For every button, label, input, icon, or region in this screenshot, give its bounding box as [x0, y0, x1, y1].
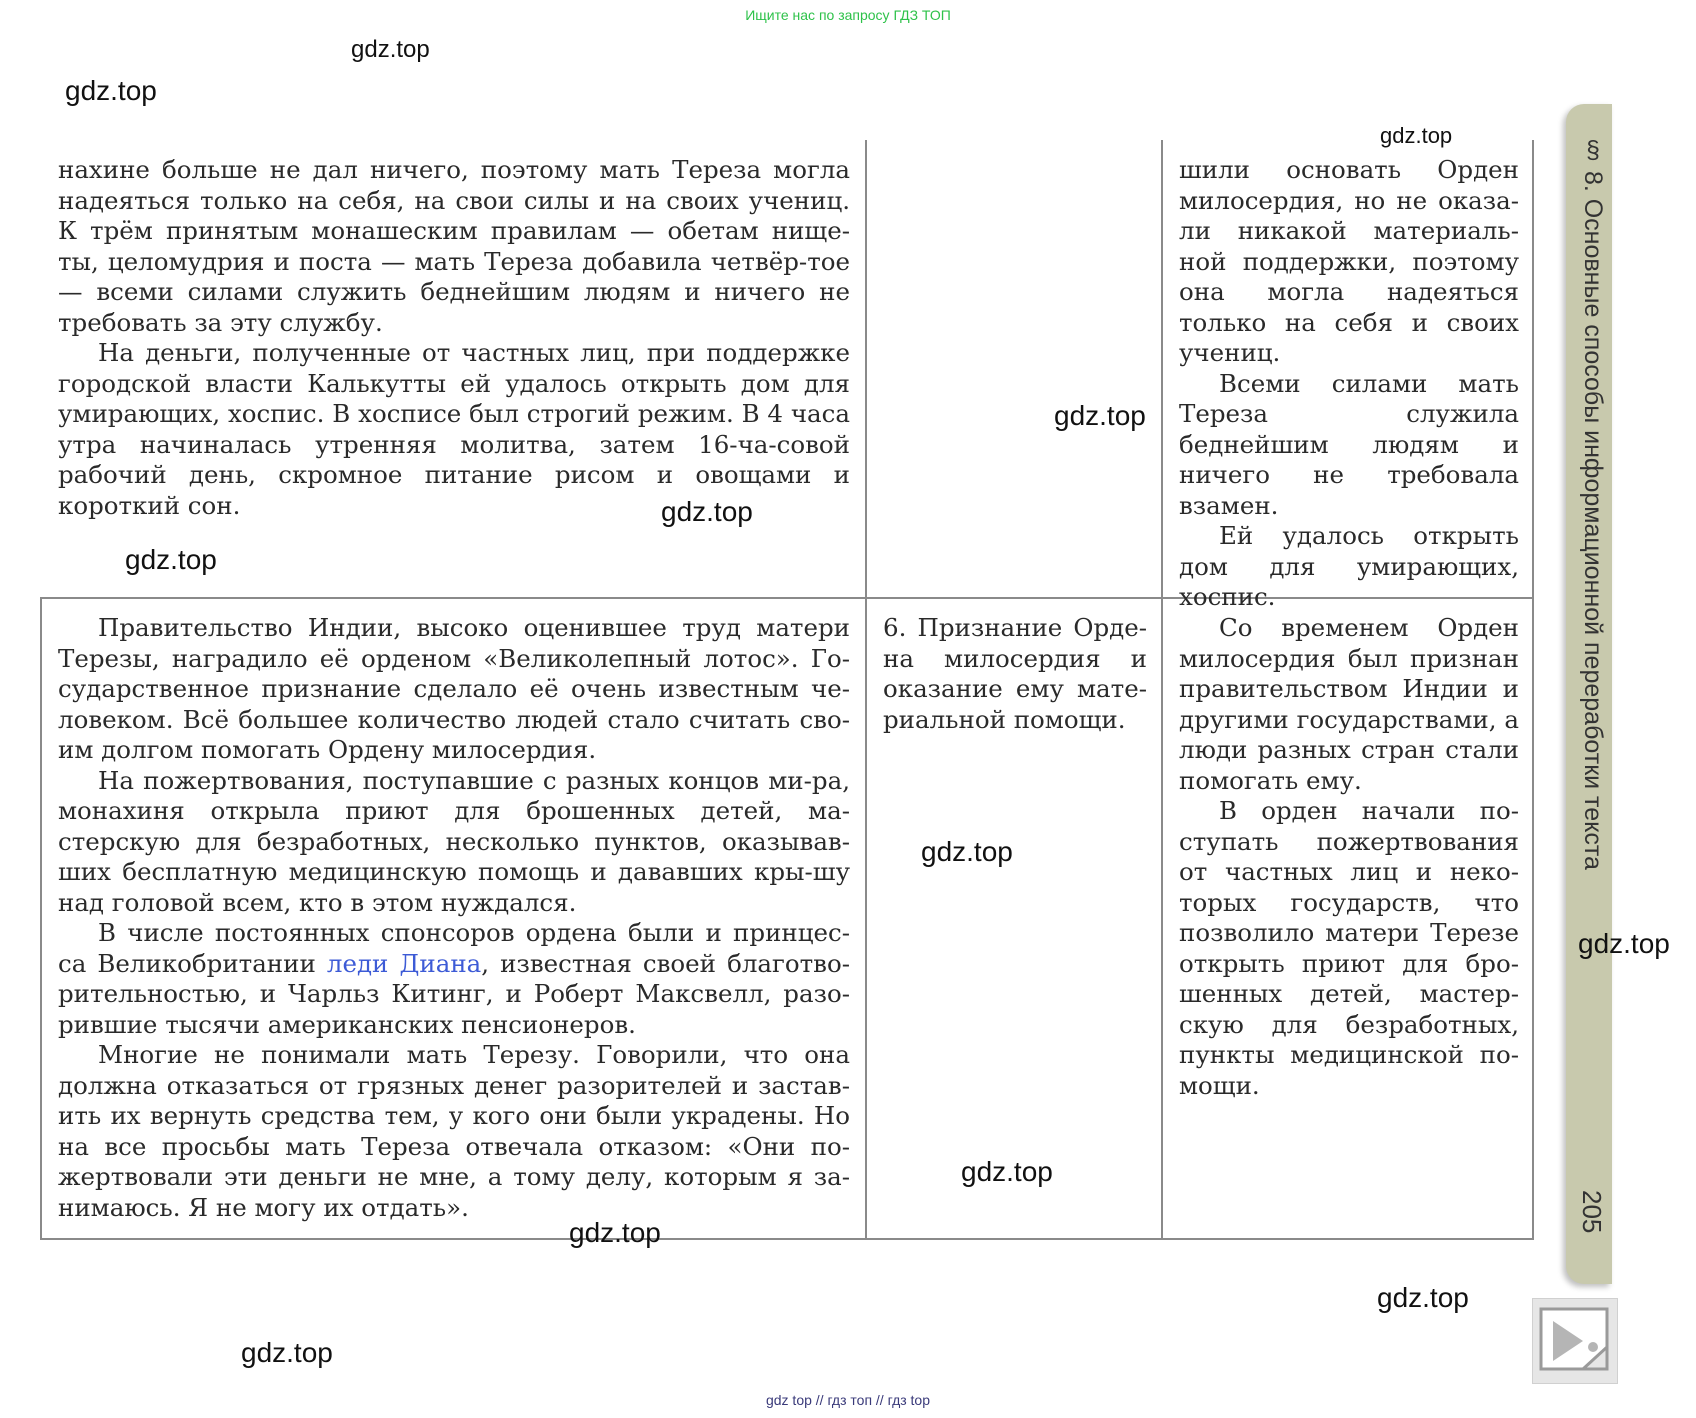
watermark: gdz.top: [921, 836, 1013, 867]
watermark: gdz.top: [351, 36, 430, 63]
column-divider: [1532, 140, 1534, 1240]
row2-summary-text: [1179, 613, 1519, 1101]
column-divider: [865, 140, 867, 1240]
source-text: , известная своей благотво-рительностью, и Чарльз Китинг, и Роберт Максвелл, разо-рившие тысячи американских пенсионеров.: [58, 948, 850, 1039]
summary-paragraph: Со временем Орден милосердия был признан правительством Индии и другими государствами, а люди разных стран стали помогать ему.: [1179, 613, 1519, 795]
column-divider: [1161, 140, 1163, 1240]
top-banner: Ищите нас по запросу ГДЗ ТОП: [745, 7, 951, 23]
watermark: gdz.top: [1054, 400, 1146, 431]
play-slide-icon: [1533, 1299, 1617, 1383]
source-paragraph: Многие не понимали мать Терезу. Говорили, что она должна отказаться от грязных денег разорителей и застав-ить их вернуть средства тем, у кого они были украдены. Но на все просьбы мать Тереза отвечала отказом: «Они по-жертвовали эти деньги не мне, а тому делу, которым я за-нимаюсь. Я не могу их отдать».: [58, 1040, 850, 1222]
watermark: gdz.top: [1377, 1282, 1469, 1313]
watermark: gdz.top: [569, 1217, 661, 1248]
row1-source-text: [58, 155, 850, 521]
media-play-icon[interactable]: [1532, 1298, 1618, 1384]
watermark: gdz.top: [1380, 123, 1453, 148]
bottom-banner: gdz top // гдз топ // гдз top: [765, 1392, 931, 1408]
source-paragraph: На деньги, полученные от частных лиц, при поддержке городской власти Калькутты ей удалось открыть дом для умирающих, хоспис. В хосписе был строгий режим. В 4 часа утра начиналась утренняя молитва, затем 16-ча-совой рабочий день, скромное питание рисом и овощами и короткий сон.: [58, 338, 850, 520]
source-text: В числе постоянных спонсоров ордена были и принцес-са Великобритании: [58, 918, 850, 978]
summary-paragraph: В орден начали по-ступать пожертвования от частных лиц и неко-торых государств, что позволило матери Терезе открыть приют для бро-шенных детей, мастер-скую для безработных, пункты медицинской по-мощи.: [1179, 796, 1519, 1100]
source-paragraph: нахине больше не дал ничего, поэтому мать Тереза могла надеяться только на себя, на свои силы и на своих учениц. К трём принятым монашеским правилам — обетам нище-ты, целомудрия и поста — мать Тереза добавила четвёр-тое — всеми силами служить беднейшим людям и ничего не требовать за эту службу.: [58, 155, 850, 337]
summary-paragraph: Ей удалось открыть дом для умирающих, хоспис.: [1179, 521, 1519, 611]
watermark: gdz.top: [1578, 928, 1670, 959]
chapter-title: § 8. Основные способы информационной переработки текста: [1579, 136, 1607, 870]
source-paragraph: На пожертвования, поступавшие с разных концов ми-ра, монахиня открыла приют для брошенных детей, ма-стерскую для безработных, несколько пунктов, оказывав-ших бесплатную медицинскую помощь и дававших кры-шу над головой всем, кто в этом нуждался.: [58, 765, 850, 917]
column-divider: [40, 597, 42, 1240]
summary-table: [40, 140, 1534, 1240]
summary-paragraph: Всеми силами мать Тереза служила беднейшим людям и ничего не требовала взамен.: [1179, 368, 1519, 520]
watermark: gdz.top: [65, 75, 157, 106]
watermark: gdz.top: [241, 1337, 333, 1368]
row1-summary-text: [1179, 155, 1519, 613]
row2-plan-item: [883, 613, 1147, 735]
row2-source-text: [58, 613, 850, 1223]
watermark: gdz.top: [125, 544, 217, 575]
page-number: 205: [1577, 1190, 1607, 1234]
source-paragraph: [58, 918, 850, 1040]
watermark: gdz.top: [961, 1156, 1053, 1187]
row-divider: [40, 1238, 1534, 1240]
highlighted-link[interactable]: леди Диана: [326, 948, 482, 978]
source-paragraph: Правительство Индии, высоко оценившее труд матери Терезы, наградило её орденом «Великолепный лотос». Го-сударственное признание сделало её очень известным че-ловеком. Всё большее количество людей стало считать сво-им долгом помогать Ордену милосердия.: [58, 613, 850, 764]
watermark: gdz.top: [661, 496, 753, 527]
plan-item-text: 6. Признание Орде-на милосердия и оказание ему мате-риальной помощи.: [883, 613, 1147, 734]
summary-paragraph: шили основать Орден милосердия, но не оказа-ли никакой материаль-ной поддержки, поэтому она могла надеяться только на себя и своих учениц.: [1179, 155, 1519, 367]
